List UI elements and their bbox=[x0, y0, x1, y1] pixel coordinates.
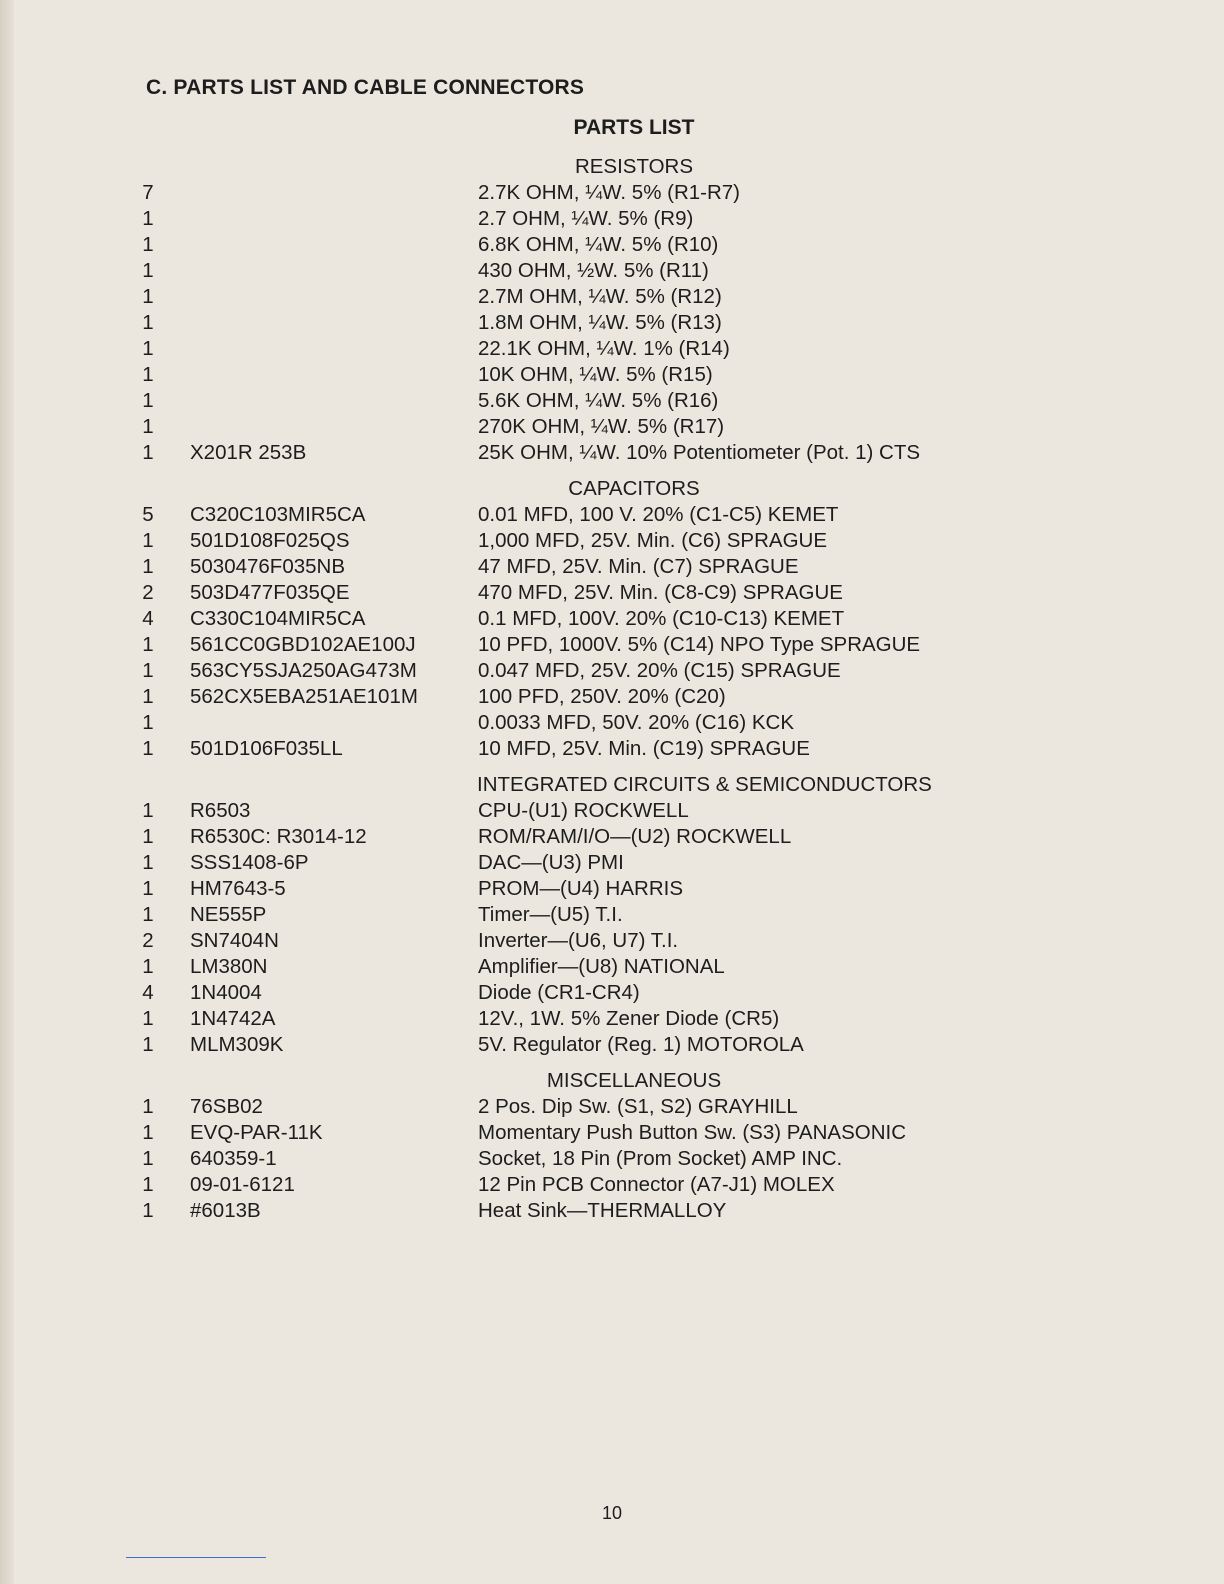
part-number: MLM309K bbox=[190, 1033, 284, 1056]
section-title: RESISTORS bbox=[574, 155, 694, 178]
quantity: 2 bbox=[142, 929, 154, 952]
quantity: 1 bbox=[142, 825, 154, 848]
parts-row bbox=[0, 440, 1224, 466]
quantity: 1 bbox=[142, 737, 154, 760]
part-description: Timer—(U5) T.I. bbox=[478, 903, 623, 926]
section-miscellaneous bbox=[0, 1068, 1224, 1224]
quantity: 4 bbox=[142, 981, 154, 1004]
quantity: 1 bbox=[142, 207, 154, 230]
parts-row bbox=[0, 502, 1224, 528]
part-description: 100 PFD, 250V. 20% (C20) bbox=[478, 685, 726, 708]
parts-row bbox=[0, 362, 1224, 388]
section-capacitors bbox=[0, 476, 1224, 762]
part-number: R6503 bbox=[190, 799, 251, 822]
quantity: 1 bbox=[142, 389, 154, 412]
quantity: 1 bbox=[142, 363, 154, 386]
quantity: 1 bbox=[142, 633, 154, 656]
part-description: Socket, 18 Pin (Prom Socket) AMP INC. bbox=[478, 1147, 843, 1170]
quantity: 1 bbox=[142, 311, 154, 334]
parts-row bbox=[0, 414, 1224, 440]
quantity: 1 bbox=[142, 955, 154, 978]
quantity: 1 bbox=[142, 685, 154, 708]
part-number: 1N4004 bbox=[190, 981, 262, 1004]
parts-row bbox=[0, 1198, 1224, 1224]
parts-row bbox=[0, 1032, 1224, 1058]
parts-row bbox=[0, 284, 1224, 310]
quantity: 1 bbox=[142, 851, 154, 874]
part-description: 270K OHM, ¼W. 5% (R17) bbox=[478, 415, 725, 438]
quantity: 1 bbox=[142, 1173, 154, 1196]
quantity: 4 bbox=[142, 607, 154, 630]
parts-row bbox=[0, 876, 1224, 902]
parts-row bbox=[0, 310, 1224, 336]
quantity: 1 bbox=[142, 555, 154, 578]
parts-row bbox=[0, 580, 1224, 606]
part-description: 0.1 MFD, 100V. 20% (C10-C13) KEMET bbox=[478, 607, 845, 630]
quantity: 1 bbox=[142, 1147, 154, 1170]
quantity: 1 bbox=[142, 259, 154, 282]
parts-row bbox=[0, 710, 1224, 736]
part-number: R6530C: R3014-12 bbox=[190, 825, 367, 848]
section-title: MISCELLANEOUS bbox=[546, 1069, 722, 1092]
quantity: 5 bbox=[142, 503, 154, 526]
parts-row bbox=[0, 336, 1224, 362]
quantity: 1 bbox=[142, 1121, 154, 1144]
quantity: 1 bbox=[142, 1199, 154, 1222]
part-description: CPU-(U1) ROCKWELL bbox=[478, 799, 689, 822]
part-description: 10K OHM, ¼W. 5% (R15) bbox=[478, 363, 713, 386]
part-description: 2.7 OHM, ¼W. 5% (R9) bbox=[478, 207, 694, 230]
part-description: 1.8M OHM, ¼W. 5% (R13) bbox=[478, 311, 722, 334]
quantity: 1 bbox=[142, 1095, 154, 1118]
part-description: 0.0033 MFD, 50V. 20% (C16) KCK bbox=[478, 711, 795, 734]
part-number: 501D106F035LL bbox=[190, 737, 343, 760]
part-number: 5030476F035NB bbox=[190, 555, 346, 578]
parts-row bbox=[0, 954, 1224, 980]
part-description: 6.8K OHM, ¼W. 5% (R10) bbox=[478, 233, 719, 256]
part-number: 1N4742A bbox=[190, 1007, 276, 1030]
quantity: 1 bbox=[142, 441, 154, 464]
quantity: 7 bbox=[142, 181, 154, 204]
parts-row bbox=[0, 1120, 1224, 1146]
part-number: C330C104MIR5CA bbox=[190, 607, 366, 630]
parts-row bbox=[0, 1146, 1224, 1172]
part-number: EVQ-PAR-11K bbox=[190, 1121, 323, 1144]
part-number: #6013B bbox=[190, 1199, 261, 1222]
part-description: ROM/RAM/I/O—(U2) ROCKWELL bbox=[478, 825, 792, 848]
part-description: 47 MFD, 25V. Min. (C7) SPRAGUE bbox=[478, 555, 799, 578]
part-description: 0.047 MFD, 25V. 20% (C15) SPRAGUE bbox=[478, 659, 841, 682]
part-number: 503D477F035QE bbox=[190, 581, 350, 604]
page-number: 10 bbox=[601, 1503, 623, 1523]
part-number: 501D108F025QS bbox=[190, 529, 350, 552]
part-description: Inverter—(U6, U7) T.I. bbox=[478, 929, 679, 952]
parts-row bbox=[0, 632, 1224, 658]
footer-rule bbox=[126, 1557, 266, 1558]
parts-row bbox=[0, 1172, 1224, 1198]
quantity: 1 bbox=[142, 799, 154, 822]
part-description: 5V. Regulator (Reg. 1) MOTOROLA bbox=[478, 1033, 804, 1056]
parts-row bbox=[0, 206, 1224, 232]
parts-row bbox=[0, 928, 1224, 954]
quantity: 1 bbox=[142, 711, 154, 734]
parts-row bbox=[0, 980, 1224, 1006]
part-description: 470 MFD, 25V. Min. (C8-C9) SPRAGUE bbox=[478, 581, 843, 604]
parts-row bbox=[0, 824, 1224, 850]
part-description: DAC—(U3) PMI bbox=[478, 851, 624, 874]
part-description: 5.6K OHM, ¼W. 5% (R16) bbox=[478, 389, 719, 412]
quantity: 1 bbox=[142, 529, 154, 552]
parts-row bbox=[0, 798, 1224, 824]
part-description: 10 PFD, 1000V. 5% (C14) NPO Type SPRAGUE bbox=[478, 633, 921, 656]
part-number: SSS1408-6P bbox=[190, 851, 309, 874]
part-number: 76SB02 bbox=[190, 1095, 263, 1118]
part-description: Amplifier—(U8) NATIONAL bbox=[478, 955, 725, 978]
part-number: NE555P bbox=[190, 903, 267, 926]
part-description: 25K OHM, ¼W. 10% Potentiometer (Pot. 1) CTS bbox=[478, 441, 921, 464]
parts-row bbox=[0, 258, 1224, 284]
part-description: 0.01 MFD, 100 V. 20% (C1-C5) KEMET bbox=[478, 503, 839, 526]
quantity: 1 bbox=[142, 903, 154, 926]
part-number: X201R 253B bbox=[190, 441, 307, 464]
part-description: 2 Pos. Dip Sw. (S1, S2) GRAYHILL bbox=[478, 1095, 798, 1118]
part-description: 1,000 MFD, 25V. Min. (C6) SPRAGUE bbox=[478, 529, 828, 552]
part-number: 640359-1 bbox=[190, 1147, 277, 1170]
section-title: CAPACITORS bbox=[568, 477, 700, 500]
part-description: PROM—(U4) HARRIS bbox=[478, 877, 684, 900]
page-heading: C. PARTS LIST AND CABLE CONNECTORS bbox=[146, 76, 585, 99]
parts-row bbox=[0, 180, 1224, 206]
quantity: 1 bbox=[142, 1033, 154, 1056]
parts-row bbox=[0, 902, 1224, 928]
quantity: 1 bbox=[142, 659, 154, 682]
part-number: 562CX5EBA251AE101M bbox=[190, 685, 418, 708]
part-number: HM7643-5 bbox=[190, 877, 286, 900]
part-number: LM380N bbox=[190, 955, 268, 978]
parts-row bbox=[0, 554, 1224, 580]
part-description: Momentary Push Button Sw. (S3) PANASONIC bbox=[478, 1121, 906, 1144]
part-number: 09-01-6121 bbox=[190, 1173, 295, 1196]
part-description: 2.7M OHM, ¼W. 5% (R12) bbox=[478, 285, 722, 308]
quantity: 1 bbox=[142, 337, 154, 360]
parts-row bbox=[0, 684, 1224, 710]
quantity: 1 bbox=[142, 1007, 154, 1030]
parts-row bbox=[0, 1006, 1224, 1032]
part-number: SN7404N bbox=[190, 929, 279, 952]
quantity: 1 bbox=[142, 233, 154, 256]
quantity: 1 bbox=[142, 285, 154, 308]
section-title: INTEGRATED CIRCUITS & SEMICONDUCTORS bbox=[477, 773, 932, 796]
parts-row bbox=[0, 606, 1224, 632]
parts-row bbox=[0, 388, 1224, 414]
part-number: C320C103MIR5CA bbox=[190, 503, 366, 526]
part-description: 22.1K OHM, ¼W. 1% (R14) bbox=[478, 337, 730, 360]
parts-row bbox=[0, 232, 1224, 258]
part-number: 561CC0GBD102AE100J bbox=[190, 633, 416, 656]
part-description: 10 MFD, 25V. Min. (C19) SPRAGUE bbox=[478, 737, 810, 760]
parts-row bbox=[0, 658, 1224, 684]
section-resistors bbox=[0, 154, 1224, 466]
parts-row bbox=[0, 528, 1224, 554]
section-integrated-circuits bbox=[0, 772, 1224, 1058]
quantity: 1 bbox=[142, 877, 154, 900]
part-description: 2.7K OHM, ¼W. 5% (R1-R7) bbox=[478, 181, 741, 204]
parts-row bbox=[0, 1094, 1224, 1120]
parts-row bbox=[0, 850, 1224, 876]
part-description: 12 Pin PCB Connector (A7-J1) MOLEX bbox=[478, 1173, 835, 1196]
part-description: 12V., 1W. 5% Zener Diode (CR5) bbox=[478, 1007, 780, 1030]
part-description: 430 OHM, ½W. 5% (R11) bbox=[478, 259, 709, 282]
parts-row bbox=[0, 736, 1224, 762]
part-number: 563CY5SJA250AG473M bbox=[190, 659, 417, 682]
quantity: 1 bbox=[142, 415, 154, 438]
parts-list-title: PARTS LIST bbox=[573, 116, 695, 139]
part-description: Heat Sink—THERMALLOY bbox=[478, 1199, 727, 1222]
quantity: 2 bbox=[142, 581, 154, 604]
part-description: Diode (CR1-CR4) bbox=[478, 981, 640, 1004]
